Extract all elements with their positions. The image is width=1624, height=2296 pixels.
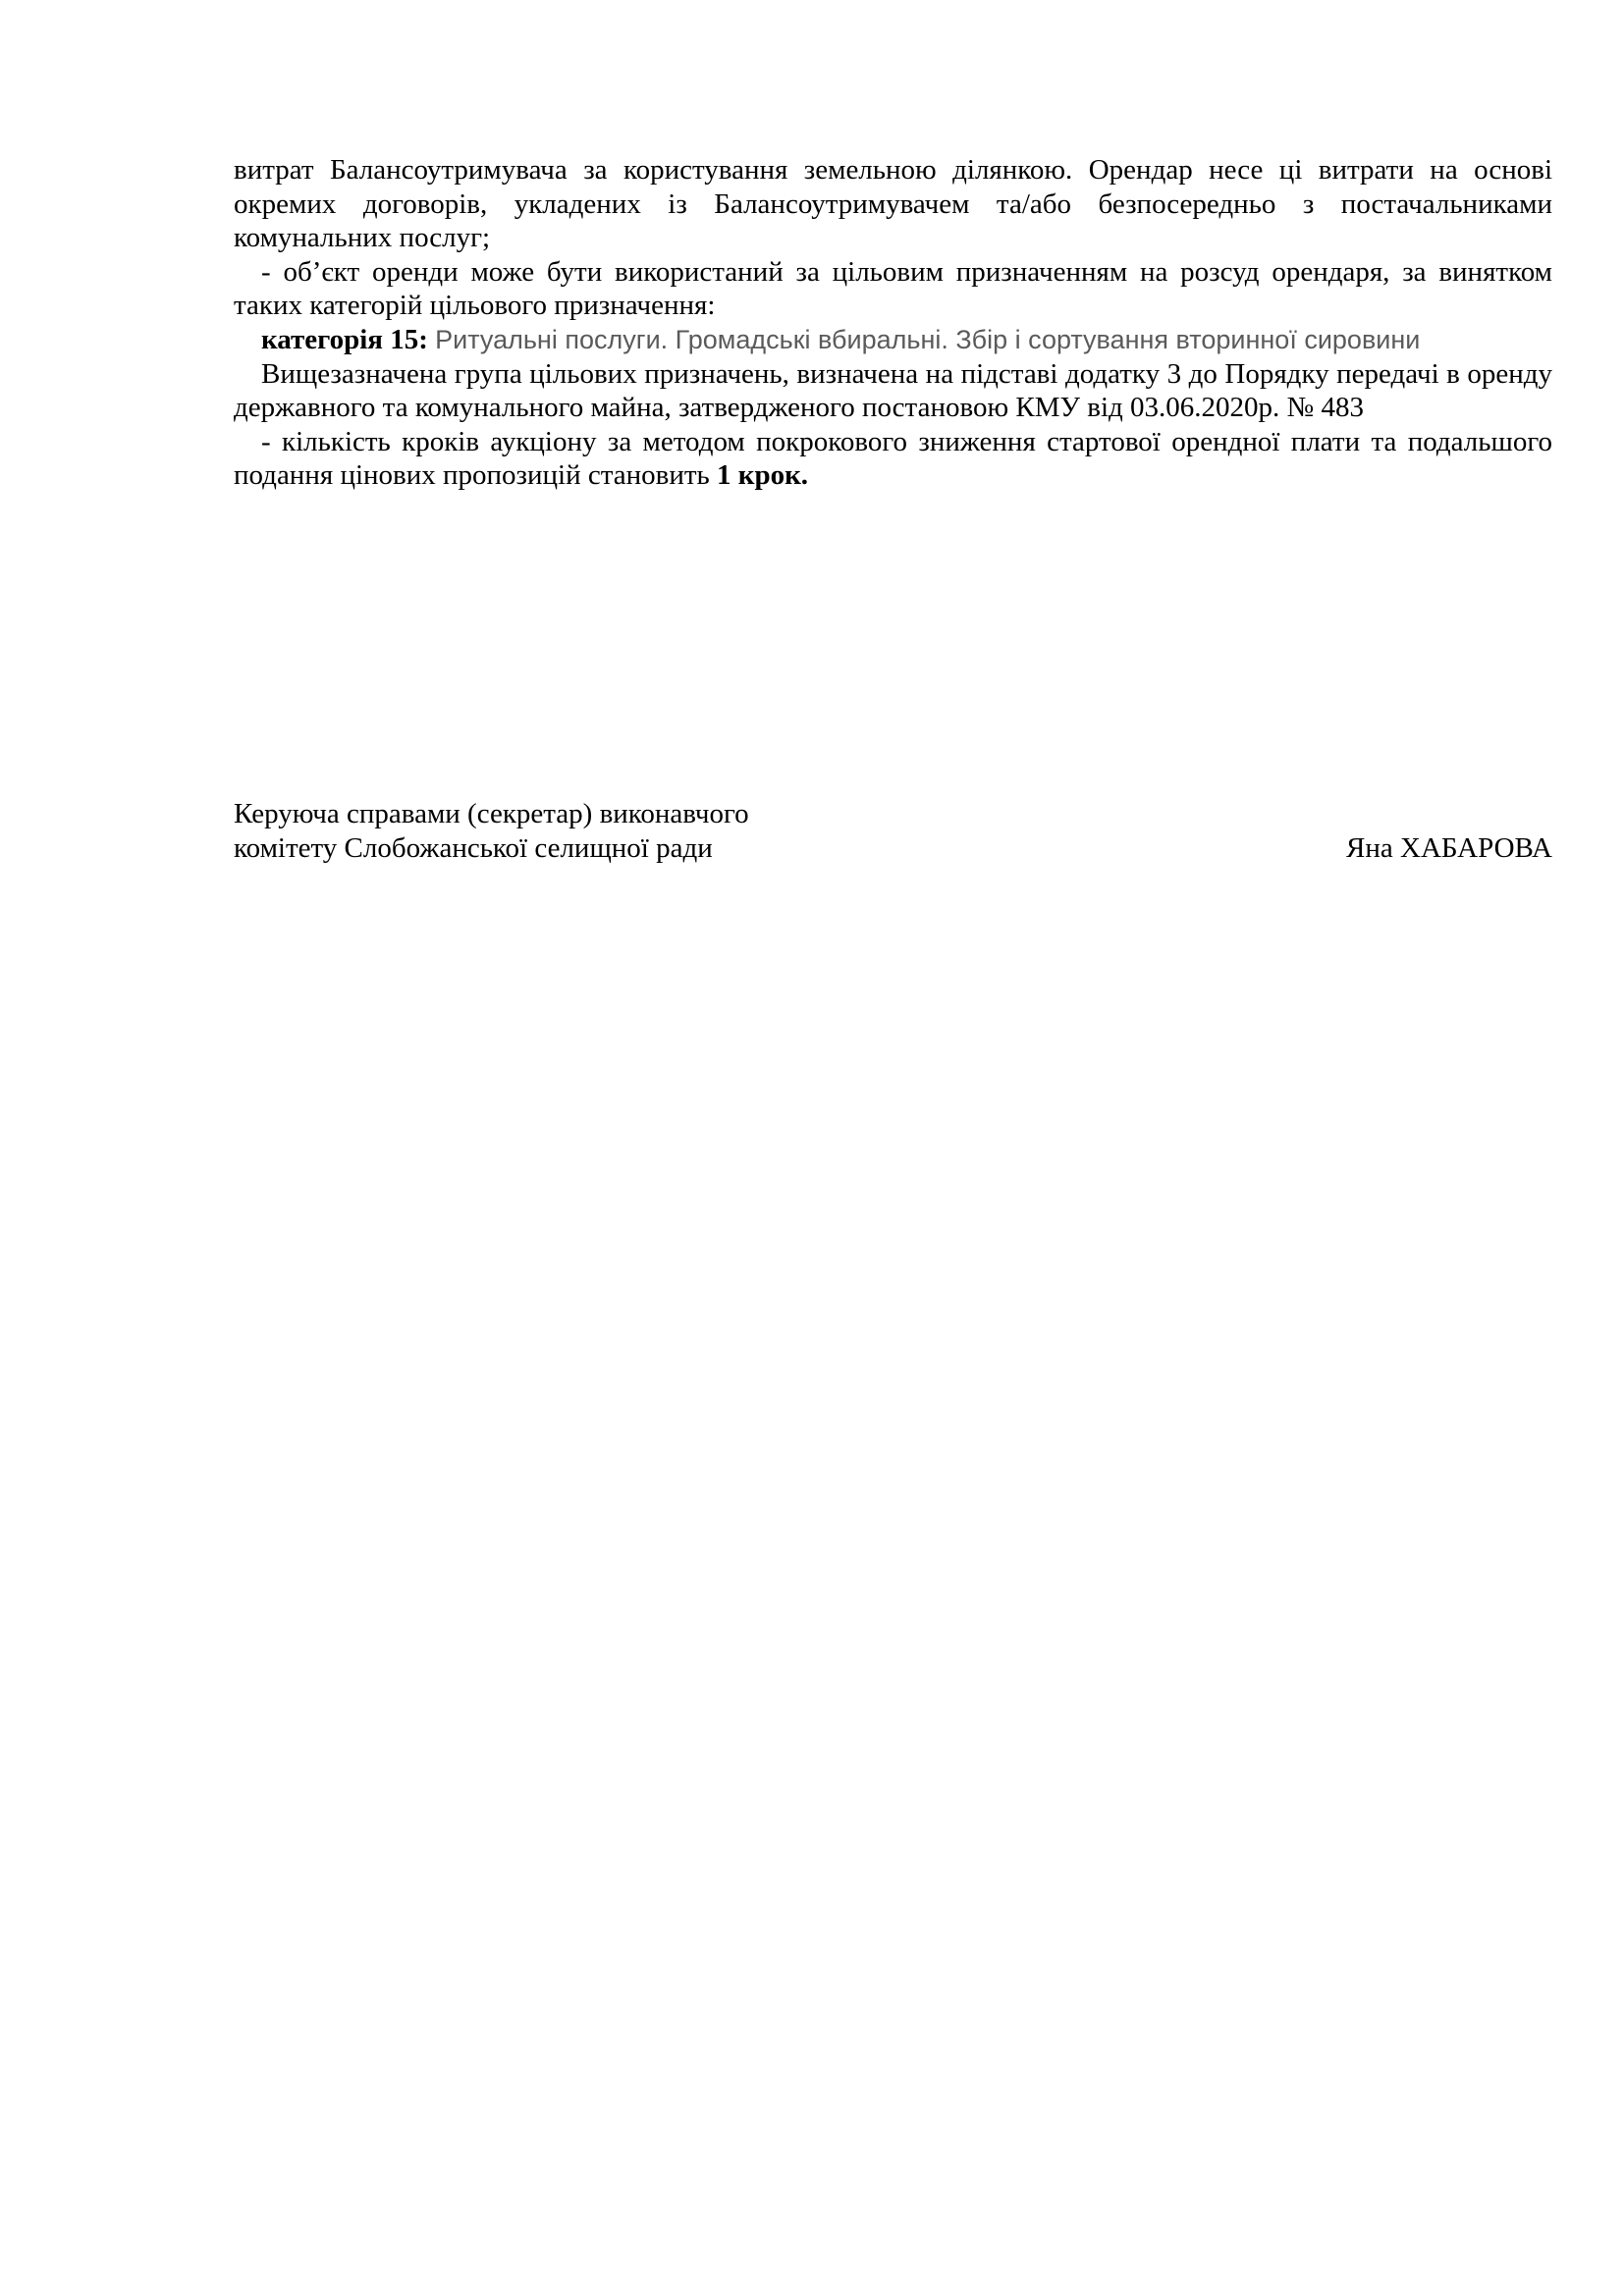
auction-steps-count: 1 крок.: [717, 459, 809, 492]
signature-name: Яна ХАБАРОВА: [1346, 831, 1552, 864]
paragraph-category: [234, 323, 1552, 357]
paragraph-auction-steps: [234, 425, 1552, 493]
signature-row-1: [234, 797, 1552, 831]
signature-title-line2: комітету Слобожанської селищної ради: [234, 831, 713, 864]
signature-block: [234, 797, 1552, 865]
category-text: Ритуальні послуги. Громадські вбиральні. Збір і сортування вторинної сировини: [435, 324, 1421, 354]
paragraph-purpose-group: Вищезазначена група цільових призначень, визначена на підставі додатку 3 до Порядку передачі в оренду державного та комунального майна, затвердженого постановою КМУ від 03.06.2020р. № 483: [234, 357, 1552, 424]
signature-title-line1: Керуюча справами (секретар) виконавчого: [234, 798, 749, 829]
auction-steps-text: - кількість кроків аукціону за методом покрокового зниження стартової орендної плати та подальшого подання цінових пропозицій становить: [234, 425, 1552, 492]
category-label: категорія 15:: [261, 323, 428, 355]
signature-row-2: [234, 831, 1552, 866]
paragraph-usage-bullet: - об’єкт оренди може бути використаний за цільовим призначенням на розсуд орендаря, за винятком таких категорій цільового призначення:: [234, 255, 1552, 322]
document-body: [234, 153, 1552, 493]
paragraph-expenses: витрат Балансоутримувача за користування земельною ділянкою. Орендар несе ці витрати на основі окремих договорів, укладених із Балансоутримувачем та/або безпосередньо з постачальниками комунальних послуг;: [234, 154, 1552, 254]
